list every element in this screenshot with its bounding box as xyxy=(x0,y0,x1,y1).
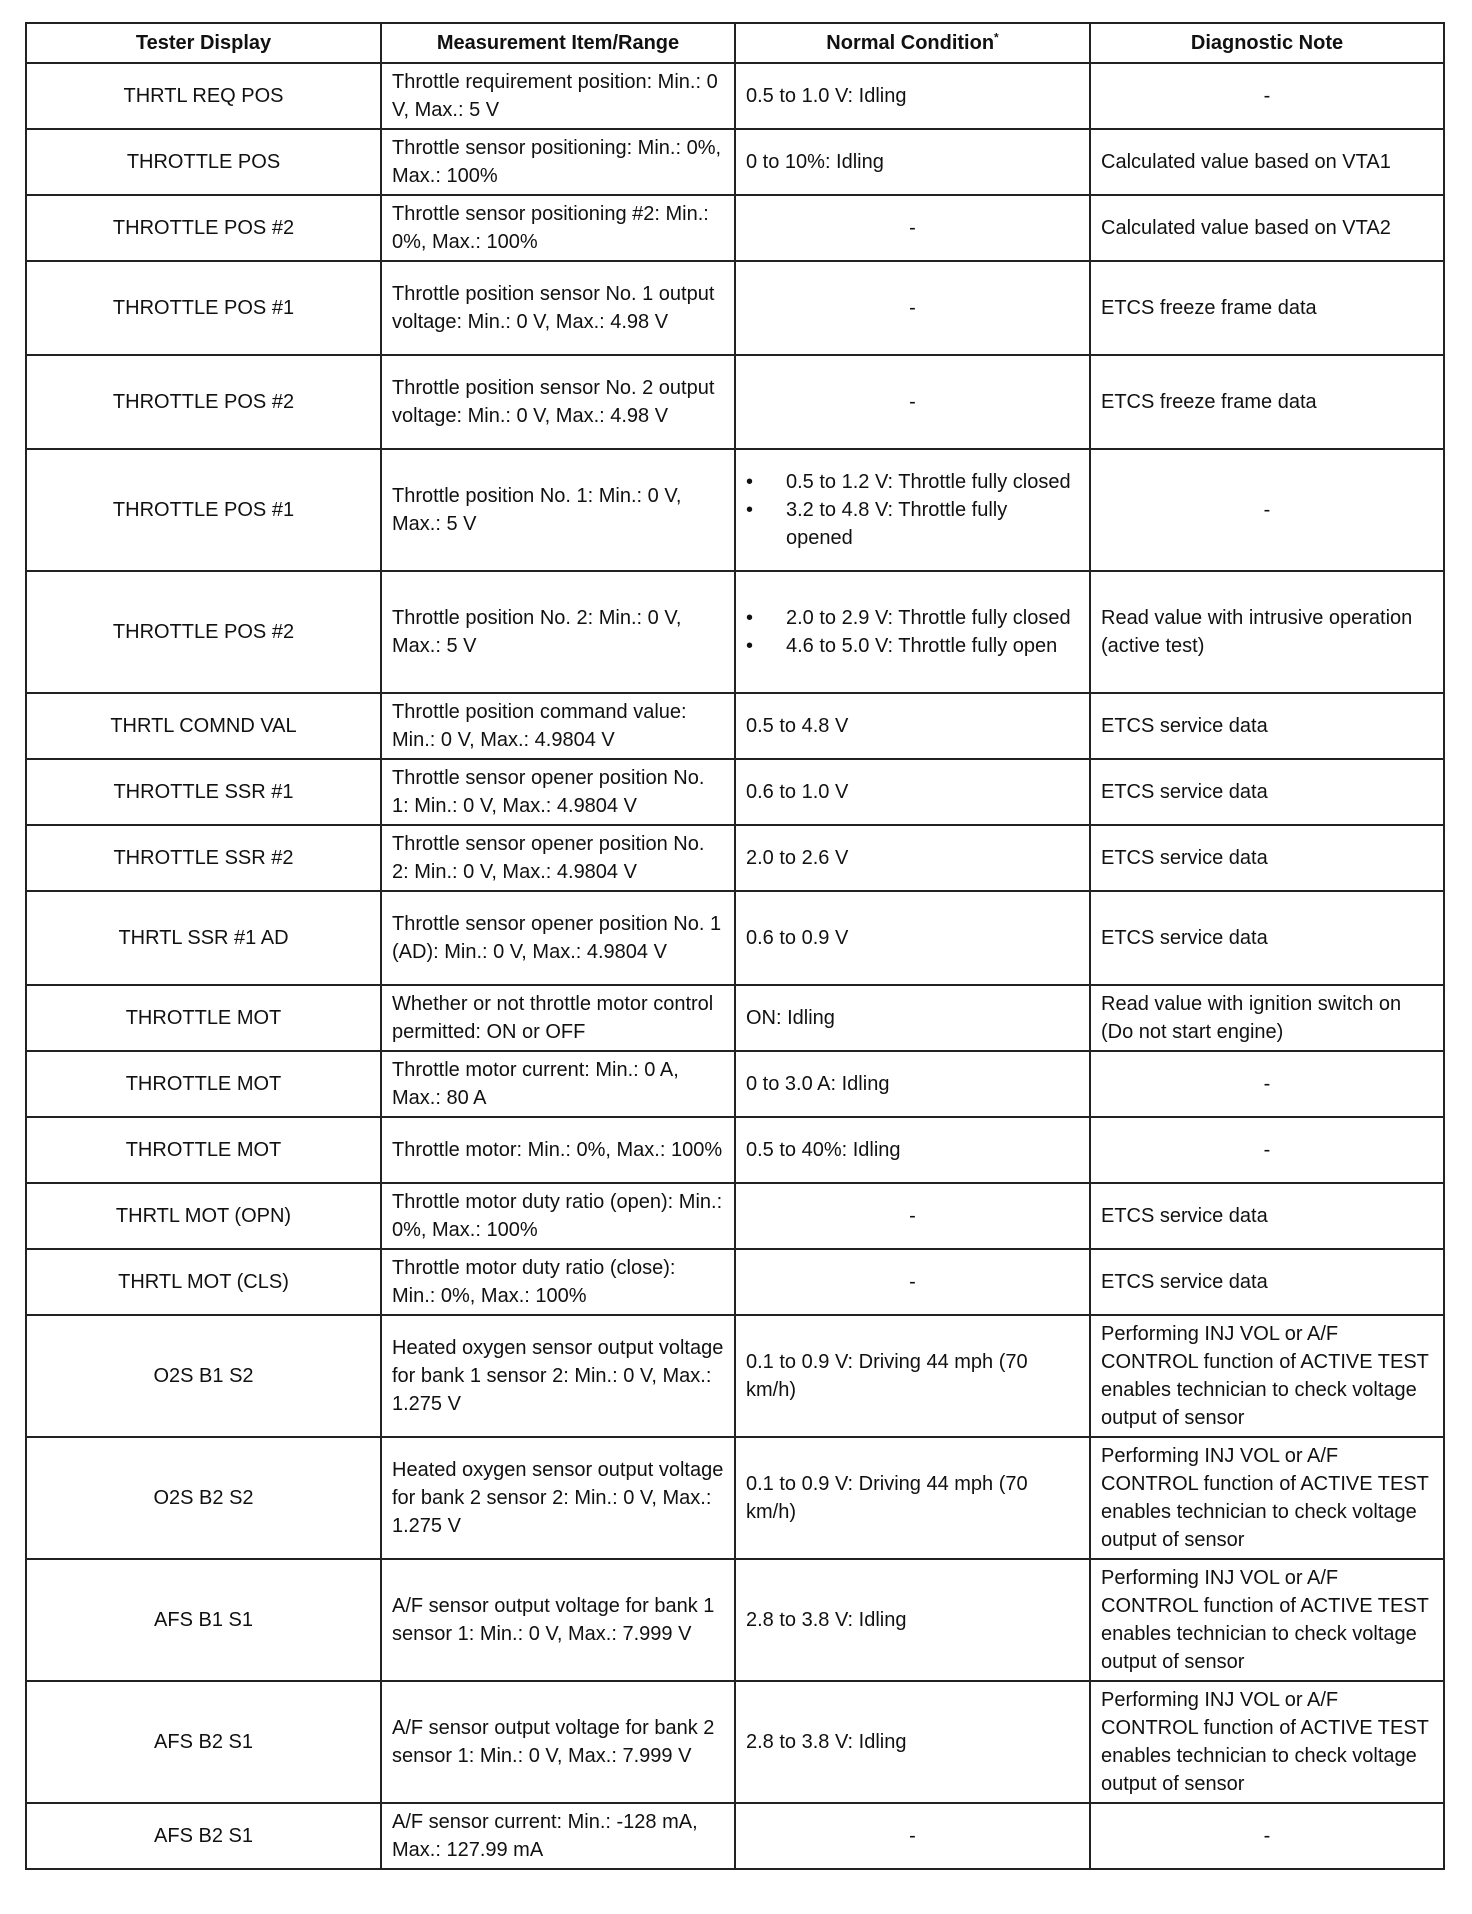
normal-condition-cell: 2.8 to 3.8 V: Idling xyxy=(735,1559,1090,1681)
normal-condition-cell: 0.1 to 0.9 V: Driving 44 mph (70 km/h) xyxy=(735,1437,1090,1559)
diagnostic-note-cell: Performing INJ VOL or A/F CONTROL function of ACTIVE TEST enables technician to check voltage output of sensor xyxy=(1090,1681,1444,1803)
tester-display-cell: THROTTLE POS #1 xyxy=(26,261,381,355)
tester-display-cell: O2S B1 S2 xyxy=(26,1315,381,1437)
table-body xyxy=(26,63,1444,1869)
diagnostic-note-cell: - xyxy=(1090,449,1444,571)
measurement-cell: Throttle sensor opener position No. 1 (AD): Min.: 0 V, Max.: 4.9804 V xyxy=(381,891,735,985)
tester-display-cell: THROTTLE MOT xyxy=(26,1051,381,1117)
diagnostic-note-cell: ETCS freeze frame data xyxy=(1090,261,1444,355)
measurement-cell: Throttle position No. 2: Min.: 0 V, Max.: 5 V xyxy=(381,571,735,693)
measurement-cell: A/F sensor current: Min.: -128 mA, Max.: 127.99 mA xyxy=(381,1803,735,1869)
normal-condition-cell: - xyxy=(735,261,1090,355)
measurement-cell: Throttle sensor opener position No. 2: Min.: 0 V, Max.: 4.9804 V xyxy=(381,825,735,891)
measurement-cell: Throttle position command value: Min.: 0 V, Max.: 4.9804 V xyxy=(381,693,735,759)
tester-display-cell: THROTTLE POS #1 xyxy=(26,449,381,571)
measurement-cell: Throttle position sensor No. 1 output voltage: Min.: 0 V, Max.: 4.98 V xyxy=(381,261,735,355)
header-normal-condition-label: Normal Condition xyxy=(826,32,995,54)
tester-display-cell: THRTL MOT (OPN) xyxy=(26,1183,381,1249)
data-table-page xyxy=(25,22,1443,1870)
diagnostic-note-cell: Performing INJ VOL or A/F CONTROL function of ACTIVE TEST enables technician to check voltage output of sensor xyxy=(1090,1437,1444,1559)
tester-display-cell: THRTL REQ POS xyxy=(26,63,381,129)
diagnostic-note-cell: Calculated value based on VTA2 xyxy=(1090,195,1444,261)
normal-condition-cell: 0.1 to 0.9 V: Driving 44 mph (70 km/h) xyxy=(735,1315,1090,1437)
tester-display-cell: THROTTLE POS #2 xyxy=(26,195,381,261)
normal-condition-cell: - xyxy=(735,1803,1090,1869)
tester-display-cell: THROTTLE MOT xyxy=(26,1117,381,1183)
measurement-cell: Heated oxygen sensor output voltage for bank 2 sensor 2: Min.: 0 V, Max.: 1.275 V xyxy=(381,1437,735,1559)
normal-condition-item: • 3.2 to 4.8 V: Throttle fully opened xyxy=(746,496,1079,552)
tester-display-cell: THROTTLE POS #2 xyxy=(26,571,381,693)
header-diagnostic-note: Diagnostic Note xyxy=(1090,23,1444,63)
header-tester-display: Tester Display xyxy=(26,23,381,63)
diagnostic-note-cell: ETCS service data xyxy=(1090,891,1444,985)
normal-condition-item: • 0.5 to 1.2 V: Throttle fully closed xyxy=(746,468,1079,496)
normal-condition-cell: 0.5 to 1.0 V: Idling xyxy=(735,63,1090,129)
normal-condition-cell xyxy=(735,571,1090,693)
table-row xyxy=(26,449,1444,571)
table-row xyxy=(26,1051,1444,1117)
measurement-cell: Throttle sensor opener position No. 1: Min.: 0 V, Max.: 4.9804 V xyxy=(381,759,735,825)
normal-condition-cell: 0 to 3.0 A: Idling xyxy=(735,1051,1090,1117)
header-measurement: Measurement Item/Range xyxy=(381,23,735,63)
table-row xyxy=(26,63,1444,129)
tester-display-cell: THRTL COMND VAL xyxy=(26,693,381,759)
table-row xyxy=(26,195,1444,261)
tester-display-cell: THRTL SSR #1 AD xyxy=(26,891,381,985)
data-list-table xyxy=(25,22,1445,1870)
diagnostic-note-cell: ETCS service data xyxy=(1090,1183,1444,1249)
tester-display-cell: THROTTLE SSR #1 xyxy=(26,759,381,825)
table-row xyxy=(26,1249,1444,1315)
normal-condition-cell: 0.5 to 4.8 V xyxy=(735,693,1090,759)
measurement-cell: Throttle position sensor No. 2 output voltage: Min.: 0 V, Max.: 4.98 V xyxy=(381,355,735,449)
measurement-cell: Throttle sensor positioning #2: Min.: 0%, Max.: 100% xyxy=(381,195,735,261)
table-row xyxy=(26,1559,1444,1681)
diagnostic-note-cell: ETCS service data xyxy=(1090,693,1444,759)
measurement-cell: A/F sensor output voltage for bank 1 sensor 1: Min.: 0 V, Max.: 7.999 V xyxy=(381,1559,735,1681)
diagnostic-note-cell: ETCS freeze frame data xyxy=(1090,355,1444,449)
diagnostic-note-cell: Performing INJ VOL or A/F CONTROL function of ACTIVE TEST enables technician to check voltage output of sensor xyxy=(1090,1315,1444,1437)
table-row xyxy=(26,355,1444,449)
table-row xyxy=(26,1803,1444,1869)
normal-condition-cell: 0 to 10%: Idling xyxy=(735,129,1090,195)
normal-condition-cell: 0.5 to 40%: Idling xyxy=(735,1117,1090,1183)
normal-condition-cell: 2.8 to 3.8 V: Idling xyxy=(735,1681,1090,1803)
normal-condition-cell: - xyxy=(735,1183,1090,1249)
diagnostic-note-cell: ETCS service data xyxy=(1090,759,1444,825)
table-row xyxy=(26,261,1444,355)
diagnostic-note-cell: Read value with intrusive operation (active test) xyxy=(1090,571,1444,693)
normal-condition-cell: - xyxy=(735,1249,1090,1315)
table-row xyxy=(26,985,1444,1051)
diagnostic-note-cell: - xyxy=(1090,1803,1444,1869)
measurement-cell: Whether or not throttle motor control permitted: ON or OFF xyxy=(381,985,735,1051)
diagnostic-note-cell: ETCS service data xyxy=(1090,825,1444,891)
normal-condition-cell: 0.6 to 0.9 V xyxy=(735,891,1090,985)
tester-display-cell: THROTTLE MOT xyxy=(26,985,381,1051)
measurement-cell: Throttle motor duty ratio (open): Min.: 0%, Max.: 100% xyxy=(381,1183,735,1249)
normal-condition-item: • 4.6 to 5.0 V: Throttle fully open xyxy=(746,632,1079,660)
diagnostic-note-cell: - xyxy=(1090,1117,1444,1183)
table-row xyxy=(26,825,1444,891)
normal-condition-cell: ON: Idling xyxy=(735,985,1090,1051)
normal-condition-cell: 0.6 to 1.0 V xyxy=(735,759,1090,825)
footnote-mark: * xyxy=(994,30,999,45)
tester-display-cell: AFS B2 S1 xyxy=(26,1681,381,1803)
normal-condition-item: • 2.0 to 2.9 V: Throttle fully closed xyxy=(746,604,1079,632)
table-row xyxy=(26,571,1444,693)
measurement-cell: Throttle motor current: Min.: 0 A, Max.: 80 A xyxy=(381,1051,735,1117)
normal-condition-cell xyxy=(735,449,1090,571)
normal-condition-cell: 2.0 to 2.6 V xyxy=(735,825,1090,891)
measurement-cell: A/F sensor output voltage for bank 2 sensor 1: Min.: 0 V, Max.: 7.999 V xyxy=(381,1681,735,1803)
tester-display-cell: THRTL MOT (CLS) xyxy=(26,1249,381,1315)
header-row xyxy=(26,23,1444,63)
diagnostic-note-cell: - xyxy=(1090,1051,1444,1117)
tester-display-cell: THROTTLE POS xyxy=(26,129,381,195)
table-row xyxy=(26,1681,1444,1803)
header-normal-condition xyxy=(735,23,1090,63)
table-row xyxy=(26,1315,1444,1437)
tester-display-cell: AFS B1 S1 xyxy=(26,1559,381,1681)
normal-condition-list xyxy=(746,604,1079,660)
table-row xyxy=(26,129,1444,195)
tester-display-cell: THROTTLE POS #2 xyxy=(26,355,381,449)
table-row xyxy=(26,759,1444,825)
normal-condition-list xyxy=(746,468,1079,552)
table-row xyxy=(26,1117,1444,1183)
measurement-cell: Throttle position No. 1: Min.: 0 V, Max.: 5 V xyxy=(381,449,735,571)
table-row xyxy=(26,693,1444,759)
diagnostic-note-cell: Calculated value based on VTA1 xyxy=(1090,129,1444,195)
measurement-cell: Throttle motor duty ratio (close): Min.: 0%, Max.: 100% xyxy=(381,1249,735,1315)
measurement-cell: Heated oxygen sensor output voltage for bank 1 sensor 2: Min.: 0 V, Max.: 1.275 V xyxy=(381,1315,735,1437)
measurement-cell: Throttle requirement position: Min.: 0 V, Max.: 5 V xyxy=(381,63,735,129)
tester-display-cell: AFS B2 S1 xyxy=(26,1803,381,1869)
normal-condition-cell: - xyxy=(735,355,1090,449)
normal-condition-cell: - xyxy=(735,195,1090,261)
diagnostic-note-cell: Performing INJ VOL or A/F CONTROL function of ACTIVE TEST enables technician to check voltage output of sensor xyxy=(1090,1559,1444,1681)
diagnostic-note-cell: ETCS service data xyxy=(1090,1249,1444,1315)
tester-display-cell: THROTTLE SSR #2 xyxy=(26,825,381,891)
measurement-cell: Throttle motor: Min.: 0%, Max.: 100% xyxy=(381,1117,735,1183)
tester-display-cell: O2S B2 S2 xyxy=(26,1437,381,1559)
table-row xyxy=(26,1437,1444,1559)
measurement-cell: Throttle sensor positioning: Min.: 0%, Max.: 100% xyxy=(381,129,735,195)
diagnostic-note-cell: Read value with ignition switch on (Do not start engine) xyxy=(1090,985,1444,1051)
table-row xyxy=(26,1183,1444,1249)
diagnostic-note-cell: - xyxy=(1090,63,1444,129)
table-row xyxy=(26,891,1444,985)
